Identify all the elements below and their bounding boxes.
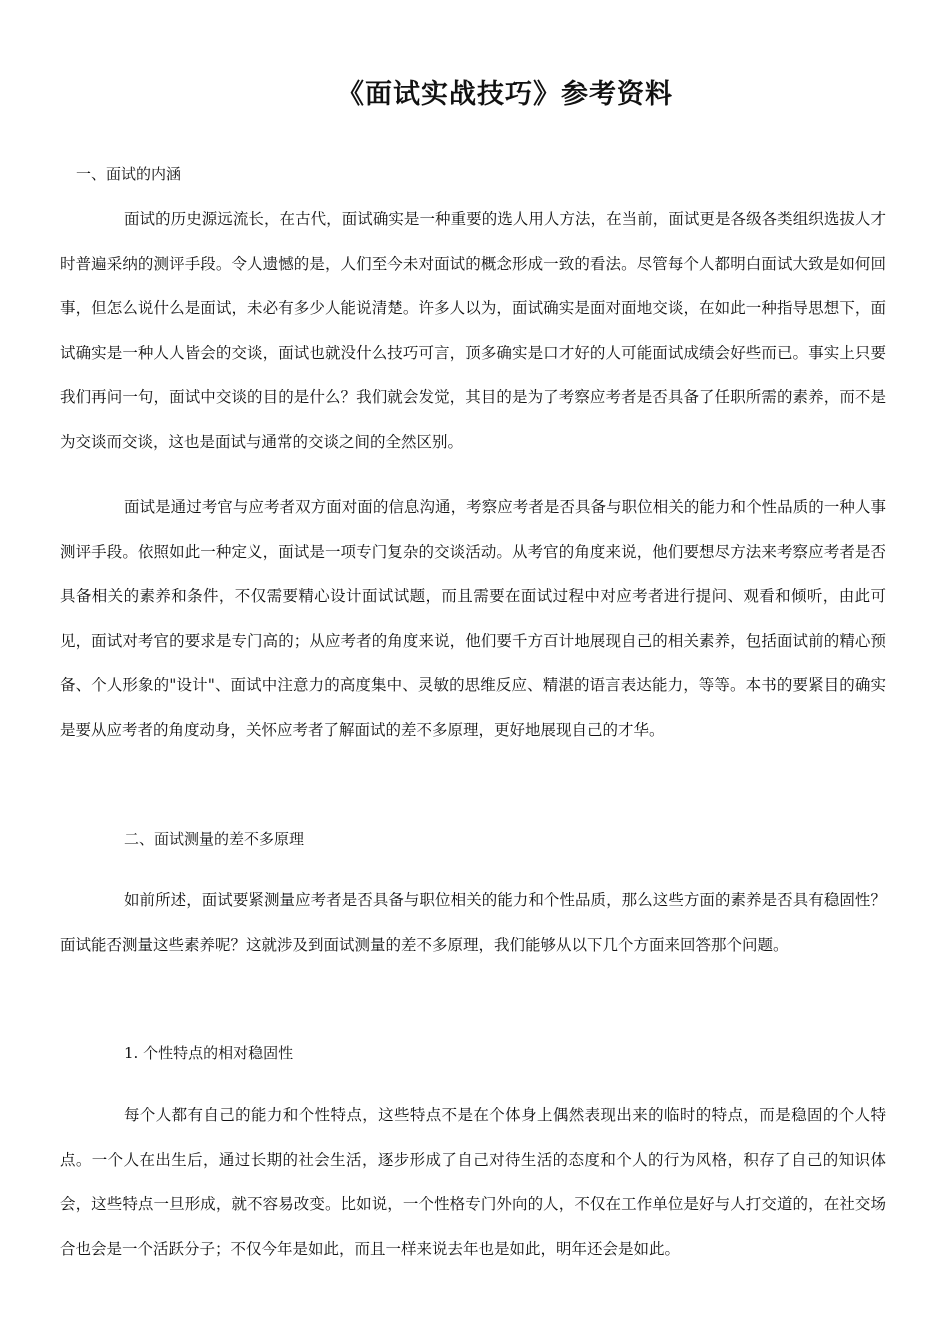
section-1-paragraph-2: 面试是通过考官与应考者双方面对面的信息沟通，考察应考者是否具备与职位相关的能力和个性品质的一种人事测评手段。依照如此一种定义，面试是一项专门复杂的交谈活动。从考官的角度来说，他们要想尽方法来考察应考者是否具备相关的素养和条件，不仅需要精心设计面试试题，而且需要在面试过程中对应考者进行提问、观看和倾听，由此可见，面试对考官的要求是专门高的；从应考者的角度来说，他们要千方百计地展现自己的相关素养，包括面试前的精心预备、个人形象的"设计"、面试中注意力的高度集中、灵敏的思维反应、精湛的语言表达能力，等等。本书的要紧目的确实是要从应考者的角度动身，关怀应考者了解面试的差不多原理，更好地展现自己的才华。	[60, 498, 886, 739]
document-title: 《面试实战技巧》参考资料	[337, 79, 673, 110]
section-heading-2: 二、面试测量的差不多原理	[124, 830, 305, 848]
subsection-1-paragraph-1: 每个人都有自己的能力和个性特点，这些特点不是在个体身上偶然表现出来的临时的特点，而是稳固的个人特点。一个人在出生后，通过长期的社会生活，逐步形成了自己对待生活的态度和个人的行为风格，积存了自己的知识体会，这些特点一旦形成，就不容易改变。比如说，一个性格专门外向的人，不仅在工作单位是好与人打交道的，在社交场合也会是一个活跃分子；不仅今年是如此，而且一样来说去年也是如此，明年还会是如此。	[60, 1106, 886, 1258]
section-2-paragraph-1: 如前所述，面试要紧测量应考者是否具备与职位相关的能力和个性品质，那么这些方面的素养是否具有稳固性？面试能否测量这些素养呢？这就涉及到面试测量的差不多原理，我们能够从以下几个方面来回答那个问题。	[60, 891, 886, 954]
subsection-heading-1: 1. 个性特点的相对稳固性	[124, 1044, 294, 1062]
section-heading-1: 一、面试的内涵	[76, 165, 182, 183]
section-1-paragraph-1: 面试的历史源远流长，在古代，面试确实是一种重要的选人用人方法，在当前，面试更是各级各类组织选拔人才时普遍采纳的测评手段。令人遗憾的是，人们至今未对面试的概念形成一致的看法。尽管每个人都明白面试大致是如何回事，但怎么说什么是面试，未必有多少人能说清楚。许多人以为，面试确实是面对面地交谈，在如此一种指导思想下，面试确实是一种人人皆会的交谈，面试也就没什么技巧可言，顶多确实是口才好的人可能面试成绩会好些而已。事实上只要我们再问一句，面试中交谈的目的是什么？我们就会发觉，其目的是为了考察应考者是否具备了任职所需的素养，而不是为交谈而交谈，这也是面试与通常的交谈之间的全然区别。	[60, 210, 886, 451]
